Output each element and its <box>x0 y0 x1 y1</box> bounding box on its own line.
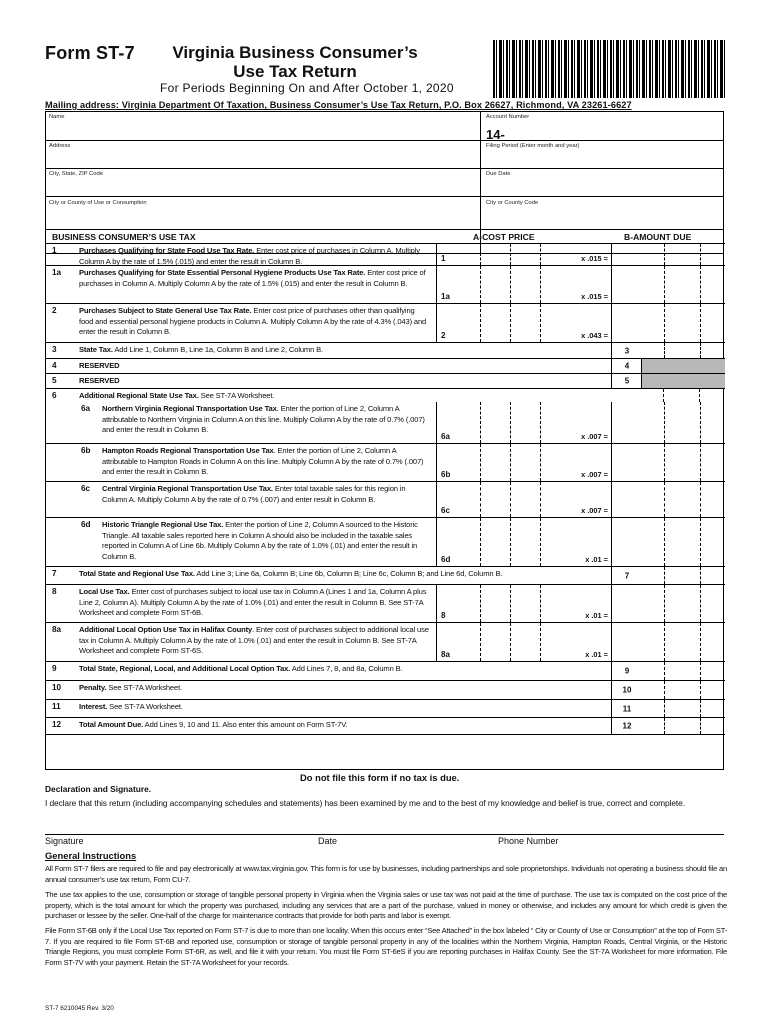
col-a-label: 6d <box>441 555 451 564</box>
line-text: Add Lines 7, 8, and 8a, Column B. <box>290 664 403 673</box>
col-a-input[interactable] <box>436 518 551 566</box>
col-b-input[interactable] <box>611 266 725 303</box>
line-title: Northern Virginia Regional Transportation Use Tax <box>102 404 277 413</box>
col-b-label: 5 <box>624 376 630 386</box>
rate-label: x .01 = <box>585 611 608 620</box>
col-b-label: 10 <box>622 685 632 695</box>
rate-label: x .01 = <box>585 650 608 659</box>
line-number: 6 <box>52 391 57 400</box>
line-description <box>79 306 429 338</box>
city-county-code-label: City or County Code <box>486 200 539 206</box>
col-b-input[interactable] <box>611 389 725 402</box>
line-number: 1 <box>52 246 57 255</box>
table-row <box>46 718 725 735</box>
line-title: Local Use Tax. <box>79 587 130 596</box>
form-id: Form ST-7 <box>45 43 135 63</box>
line-text: . Enter the portion of Line 2, Column A attributable to Hampton Roads in Column A on this line. Multiply Column A by the rate of 0.7% (.007) and enter the result in Column B. <box>102 446 424 476</box>
col-b-input[interactable] <box>611 623 725 661</box>
col-a-label: 8 <box>441 611 446 620</box>
line-title: Purchases Subject to State General Use Tax Rate. <box>79 306 252 315</box>
page-subtitle: For Periods Beginning On and After October 1, 2020 <box>160 81 454 95</box>
table-row <box>46 374 725 389</box>
line-description <box>79 664 599 675</box>
form-footer: ST-7 6210045 Rev. 3/20 <box>45 1005 114 1012</box>
col-a-input[interactable] <box>436 266 551 303</box>
col-b-input[interactable] <box>611 518 725 566</box>
account-number-field[interactable]: 14- <box>486 127 505 142</box>
table-row <box>46 662 725 681</box>
col-a-label: 6a <box>441 432 450 441</box>
line-description <box>79 268 429 289</box>
col-b-label: 4 <box>624 361 630 371</box>
line-description <box>79 683 429 694</box>
line-number: 2 <box>52 306 57 315</box>
line-description <box>102 520 429 562</box>
date-label: Date <box>318 836 338 846</box>
col-b-input[interactable] <box>611 244 725 265</box>
mailing-address: Mailing address: Virginia Department Of Taxation, Business Consumer’s Use Tax Return, P.O. Box 26627, Richmond, VA 23261-6627 <box>45 100 632 110</box>
col-b-header: B-AMOUNT DUE <box>624 232 692 242</box>
line-title: Purchases Qualifying for State Essential Personal Hygiene Products Use Tax Rate. <box>79 268 366 277</box>
table-row <box>46 444 725 482</box>
table-row <box>46 681 725 700</box>
rate-label: x .015 = <box>581 292 608 301</box>
col-a-input[interactable] <box>436 444 551 481</box>
line-number: 1a <box>52 268 62 277</box>
title-line-1: Virginia Business Consumer’s <box>172 43 418 62</box>
line-description <box>79 625 429 657</box>
line-number: 3 <box>52 345 57 354</box>
line-text: Enter cost price of purchases in Column A. Multiply Column A by the rate of 1.5% (.015) and enter the result in Column B. <box>79 268 426 288</box>
city-county-use-label: City or County of Use or Consumption <box>49 200 147 206</box>
table-row <box>46 700 725 718</box>
line-number: 6d <box>81 520 91 529</box>
use-tax-table <box>45 229 724 770</box>
line-title: State Tax. <box>79 345 113 354</box>
line-description <box>79 587 429 619</box>
line-description <box>79 376 429 387</box>
rate-label: x .007 = <box>581 506 608 515</box>
line-title: Penalty. <box>79 683 107 692</box>
table-row <box>46 623 725 662</box>
line-text: Enter cost price of purchases other than qualifying food and essential personal hygiene products in Column A. Multiply Column A by the rate of 4.3% (.043) and enter the result in Column B. <box>79 306 427 336</box>
line-text: Add Line 1, Column B, Line 1a, Column B and Line 2, Column B. <box>112 345 324 354</box>
col-b-input <box>611 374 725 388</box>
address-label: Address <box>49 143 71 149</box>
declaration-heading: Declaration and Signature. <box>45 784 152 794</box>
line-text: Enter cost price of purchases in Column A. Multiply Column A by the rate of 1.5% (.015) and enter the result in Column B. <box>79 246 420 266</box>
col-b-input[interactable] <box>611 343 725 358</box>
line-number: 8a <box>52 625 62 634</box>
line-title: Historic Triangle Regional Use Tax. <box>102 520 224 529</box>
col-a-label: 1a <box>441 292 450 301</box>
col-a-label: 2 <box>441 331 446 340</box>
col-b-label: 7 <box>624 571 630 580</box>
col-a-input[interactable] <box>436 585 551 622</box>
line-title: Total Amount Due. <box>79 720 144 729</box>
table-row <box>46 518 725 567</box>
city-state-zip-label: City, State, ZIP Code <box>49 171 103 177</box>
line-number: 6b <box>81 446 91 455</box>
col-b-input[interactable] <box>611 444 725 481</box>
rate-label: x .043 = <box>581 331 608 340</box>
filing-period-label: Filing Period (Enter month and year) <box>486 143 580 149</box>
name-label: Name <box>49 114 65 120</box>
col-b-input[interactable] <box>611 304 725 342</box>
line-number: 6a <box>81 404 91 413</box>
line-title: Additional Local Option Use Tax in Halifax County <box>79 625 253 634</box>
line-number: 9 <box>52 664 57 673</box>
line-title: Total State, Regional, Local, and Additional Local Option Tax. <box>79 664 291 673</box>
phone-label: Phone Number <box>498 836 559 846</box>
table-row <box>46 585 725 623</box>
col-b-input[interactable] <box>611 482 725 517</box>
line-description <box>102 446 429 478</box>
table-row <box>46 389 725 402</box>
col-a-label: 6c <box>441 506 450 515</box>
line-text: . Enter cost of purchases subject to additional local use tax in Column A. Multiply Column A by the rate of 1.0% (.01) and enter the result in Column B. See ST-7A Worksheet and complete Form ST-6S. <box>79 625 429 655</box>
line-number: 4 <box>52 361 57 370</box>
col-b-input[interactable] <box>611 700 725 717</box>
col-b-label: 3 <box>624 346 630 355</box>
instructions-paragraph-2: The use tax applies to the use, consumption or storage of tangible personal property in Virginia when the Virginia sales or use tax was not paid at the time of purchase. The use tax is computed on the cost price of the property, which is the total amount for which the property was purchased, including any services that are a part of the purchase, valued in money or otherwise, and includes any amount for which credit is given the purchaser or lessee by the seller. One-half of the charge for maintenance contracts that provide for both parts and labor is exempt. <box>45 890 727 921</box>
line-text: See ST-7A Worksheet. <box>107 702 183 711</box>
line-description <box>79 720 599 731</box>
signature-line[interactable] <box>45 834 724 835</box>
col-a-header: A-COST PRICE <box>473 232 535 242</box>
instructions-paragraph-3: File Form ST-6B only if the Local Use Tax reported on Form ST-7 is due to more than one locality. When this occurs enter “See Attached” in the box labeled “ City or County of Use or Consumption” at the top of Form ST-7. If you are required to file Form ST-6B and reported use, consumption or storage of tangible personal property in any of the localities within the Northern Virginia, Hampton Roads, Central Virginia, or the Historic Triangle Regions, you must complete Form ST-6R, as well, and file it with your return. You must file Form ST-6eS if you are reporting purchases in Halifax County. See the ST-7A Worksheet for more information. File Form ST-7V with your payment. Retain the ST-7A Worksheet for your records. <box>45 926 727 967</box>
col-a-label: 6b <box>441 470 451 479</box>
line-number: 12 <box>52 720 62 729</box>
line-text: . Enter the portion of Line 2, Column A attributable to Northern Virginia in Column A on this line. Multiply Column A by the rate of 0.7% (.007) and enter the result in Column B. <box>102 404 425 434</box>
table-row <box>46 359 725 374</box>
line-text: See ST-7A Worksheet. <box>106 683 182 692</box>
do-not-file-notice: Do not file this form if no tax is due. <box>300 772 460 783</box>
barcode-image <box>493 40 725 98</box>
rate-label: x .007 = <box>581 470 608 479</box>
line-text: Enter total taxable sales for this region in Column A. Multiply Column A by the rate of 0.7% (.007) and enter result in Column B. <box>102 484 406 504</box>
col-b-input[interactable] <box>611 662 725 680</box>
line-number: 8 <box>52 587 57 596</box>
col-a-input[interactable] <box>436 304 551 342</box>
line-number: 6c <box>81 484 91 493</box>
line-text: See ST-7A Worksheet. <box>198 391 275 400</box>
line-description <box>79 391 429 402</box>
declaration-text: I declare that this return (including accompanying schedules and statements) has been examined by me and to the best of my knowledge and belief is true, correct and complete. <box>45 798 685 808</box>
col-b-input[interactable] <box>611 585 725 622</box>
general-instructions-heading: General Instructions <box>45 850 137 861</box>
table-row <box>46 343 725 359</box>
line-text: Enter cost of purchases subject to local use tax in Column A (Lines 1 and 1a, Column A plus Line 2, Column A). Multiply Column A by the rate of 1.0% (.01) and enter the result in Column B. See ST-7A Worksheet and complete Form ST-6B. <box>79 587 427 617</box>
col-a-label: 8a <box>441 650 450 659</box>
line-text: Add Line 3; Line 6a, Column B; Line 6b, Column B; Line 6c, Column B; and Line 6d, Column B. <box>194 569 503 578</box>
line-number: 7 <box>52 569 57 578</box>
col-a-label: 1 <box>441 254 446 263</box>
line-title: RESERVED <box>79 376 120 385</box>
due-date-label: Due Date <box>486 171 511 177</box>
col-a-input[interactable] <box>436 244 551 265</box>
col-b-input[interactable] <box>611 567 725 584</box>
col-b-label: 9 <box>624 666 630 676</box>
line-text: Add Lines 9, 10 and 11. Also enter this amount on Form ST-7V. <box>143 720 348 729</box>
title-line-2: Use Tax Return <box>233 62 357 81</box>
line-description <box>79 702 429 713</box>
line-description <box>102 404 429 436</box>
line-description <box>102 484 429 505</box>
line-title: Central Virginia Regional Transportation Use Tax. <box>102 484 273 493</box>
line-title: Additional Regional State Use Tax. <box>79 391 199 400</box>
table-row <box>46 304 725 343</box>
col-b-input[interactable] <box>611 718 725 734</box>
line-title: Total State and Regional Use Tax. <box>79 569 195 578</box>
table-row <box>46 244 725 266</box>
line-number: 5 <box>52 376 57 385</box>
line-title: Purchases Qualifying for State Food Use Tax Rate. <box>79 246 255 255</box>
table-header-row <box>46 230 725 244</box>
col-b-label: 12 <box>622 721 632 731</box>
instructions-paragraph-1: All Form ST-7 filers are required to file and pay electronically at www.tax.virginia.gov. This form is for use by businesses, including partnerships and sole proprietorships. Individuals not operating a business should file an annual consumer’s use tax return, Form CU-7. <box>45 864 727 884</box>
rate-label: x .01 = <box>585 555 608 564</box>
line-description <box>79 569 604 580</box>
col-b-input[interactable] <box>611 402 725 443</box>
account-number-label: Account Number <box>486 114 530 120</box>
col-a-input[interactable] <box>436 402 551 443</box>
line-description <box>79 361 429 372</box>
line-number: 11 <box>52 702 61 711</box>
col-a-input[interactable] <box>436 482 551 517</box>
col-a-input[interactable] <box>436 623 551 661</box>
line-number: 10 <box>52 683 62 692</box>
line-text: Enter the portion of Line 2, Column A sourced to the Historic Triangle. All taxable sales reported here in Column A should also be included in the taxable sales reported in Column A of Line 6b. Multiply Column A by the rate of 1.0% (.01) and enter the result in Column B. <box>102 520 418 561</box>
line-title: Interest. <box>79 702 108 711</box>
col-b-input[interactable] <box>611 681 725 699</box>
table-row <box>46 266 725 304</box>
signature-label: Signature <box>45 836 84 846</box>
line-title: Hampton Roads Regional Transportation Use Tax <box>102 446 274 455</box>
table-row <box>46 402 725 444</box>
table-row <box>46 567 725 585</box>
page-title <box>150 43 440 81</box>
table-row <box>46 482 725 518</box>
rate-label: x .015 = <box>581 254 608 263</box>
col-b-label: 11 <box>622 704 632 713</box>
col-b-input <box>611 359 725 373</box>
rate-label: x .007 = <box>581 432 608 441</box>
line-description <box>79 246 429 267</box>
table-title: BUSINESS CONSUMER’S USE TAX <box>52 232 196 242</box>
line-description <box>79 345 599 356</box>
line-title: RESERVED <box>79 361 120 370</box>
